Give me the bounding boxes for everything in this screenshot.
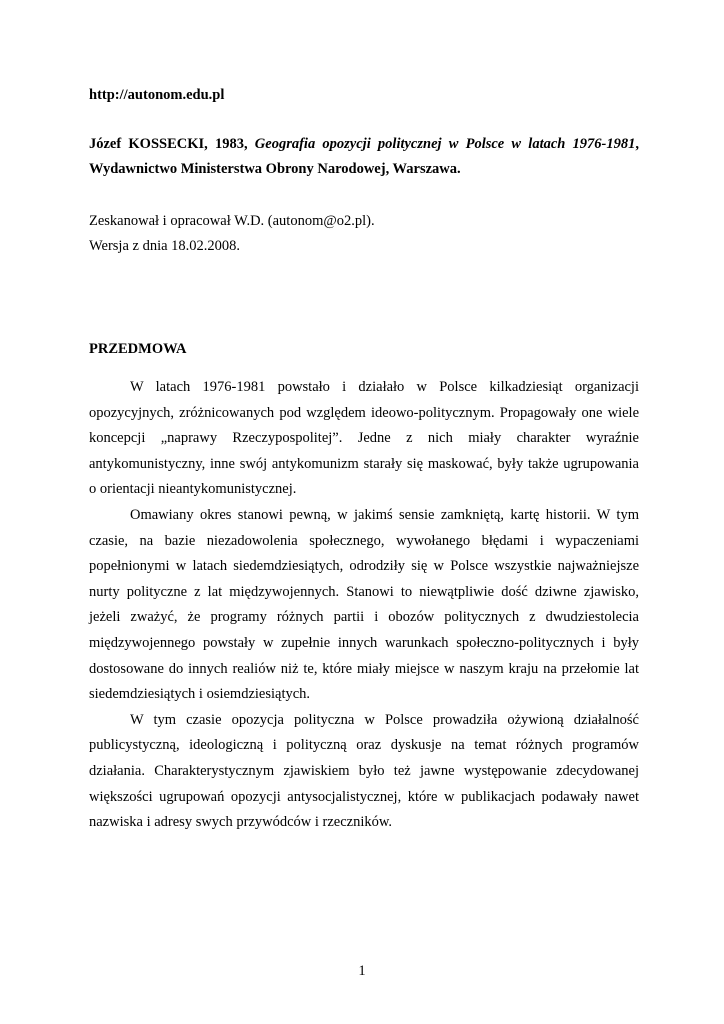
body-text bbox=[89, 375, 639, 836]
page-number: 1 bbox=[358, 963, 366, 979]
paragraph-line: W latach 1976-1981 powstało i działało w Polsce kilkadziesiąt organizacji bbox=[130, 379, 639, 395]
paragraph-3 bbox=[89, 708, 639, 836]
paragraph-line: antykomunistyczny, inne swój antykomunizm starały się maskować, były także ugrupowania bbox=[89, 455, 639, 472]
scan-credit: Zeskanował i opracował W.D. (autonom@o2.pl). bbox=[89, 213, 375, 229]
source-url[interactable]: http://autonom.edu.pl bbox=[89, 87, 225, 103]
version-date: Wersja z dnia 18.02.2008. bbox=[89, 238, 241, 254]
paragraph-line: nurty polityczne z lat międzywojennych. Stanowi to niewątpliwie dość dziwne zjawisko, bbox=[89, 583, 639, 600]
bibliographic-citation bbox=[89, 135, 639, 178]
paragraph-line: dostosowane do innych realiów niż te, które miały miejsce w naszym kraju na przełomie lat bbox=[89, 660, 639, 677]
paragraph-line: siedemdziesiątych i osiemdziesiątych. bbox=[89, 686, 311, 703]
citation-line-1 bbox=[89, 135, 639, 153]
section-heading: PRZEDMOWA bbox=[89, 341, 187, 357]
paragraph-line: publicystyczną, ideologiczną i polityczną oraz dyskusje na temat różnych programów bbox=[89, 737, 639, 754]
paragraph-line: międzywojennego powstały w zupełnie innych warunkach społeczno-politycznych i były bbox=[89, 634, 639, 651]
paragraph-line: W tym czasie opozycja polityczna w Polsce prowadziła ożywioną działalność bbox=[130, 711, 639, 728]
paragraph-line: popełnionymi w latach siedemdziesiątych, odrodziły się w Polsce wszystkie najważniejsze bbox=[89, 558, 639, 575]
paragraph-line: większości ugrupowań opozycji antysocjalistycznej, które w publikacjach podawały nawet bbox=[89, 788, 639, 805]
paragraph-line: czasie, na bazie niezadowolenia społecznego, wywołanego błędami i wypaczeniami bbox=[89, 532, 639, 549]
paragraph-line: Omawiany okres stanowi pewną, w jakimś sensie zamkniętą, kartę historii. W tym bbox=[130, 506, 639, 523]
paragraph-line: działania. Charakterystycznym zjawiskiem było też jawne występowanie zdecydowanej bbox=[89, 762, 639, 779]
paragraph-line: jeżeli zważyć, że programy różnych partii i obozów politycznych z dwudziestolecia bbox=[89, 609, 639, 626]
paragraph-line: nazwiska i adresy swych przywódców i rzeczników. bbox=[89, 814, 393, 831]
citation-author-year: Józef KOSSECKI, 1983, bbox=[89, 136, 248, 152]
citation-title-suffix: , bbox=[635, 136, 640, 152]
paragraph-line: opozycyjnych, zróżnicowanych pod względem ideowo-politycznym. Propagowały one wiele bbox=[89, 404, 639, 421]
citation-publisher: Wydawnictwo Ministerstwa Obrony Narodowej, Warszawa. bbox=[89, 161, 461, 177]
citation-title: Geografia opozycji politycznej w Polsce w latach 1976-1981 bbox=[254, 136, 636, 152]
paragraph-1 bbox=[89, 375, 639, 503]
paragraph-2 bbox=[89, 503, 639, 708]
paragraph-line: o orientacji nieantykomunistycznej. bbox=[89, 481, 297, 498]
paragraph-line: koncepcji „naprawy Rzeczypospolitej”. Jedne z nich miały charakter wyraźnie bbox=[89, 430, 639, 447]
